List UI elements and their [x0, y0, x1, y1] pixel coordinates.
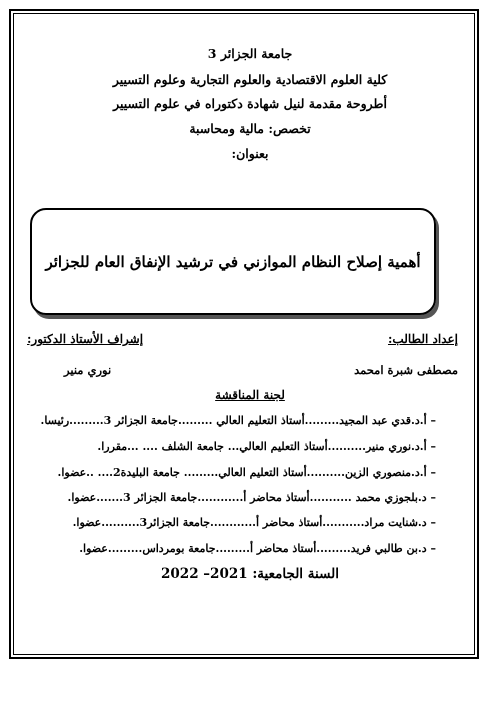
supervisor-label: إشراف الأستاذ الدكتور: [27, 332, 144, 346]
faculty-name: كلية العلوم الاقتصادية والعلوم التجارية وعلوم التسيير [112, 72, 388, 87]
student-label: إعداد الطالب: [387, 332, 458, 346]
committee-member: – د.بن طالبي فريد.........أستاذ محاضر أ.........جامعة بومرداس.........عضوا. [79, 542, 436, 555]
university-name: جامعة الجزائر 3 [207, 46, 293, 61]
committee-member: – د.شنايت مراد...........أستاذ محاضر أ............جامعة الجزائر3..........عضوا. [72, 516, 436, 529]
committee-member: – أ.د.قدي عبد المجيد.........أستاذ التعليم العالي .........جامعة الجزائر 3.........رئيسا. [40, 414, 436, 427]
thesis-title-box [30, 208, 436, 315]
title-label: بعنوان: [231, 146, 269, 161]
supervisor-name: نوري منير [64, 363, 112, 377]
committee-member: – أ.د.نوري منير..........أستاذ التعليم العالي... جامعة الشلف .... ...مقررا. [97, 440, 436, 453]
committee-member: – أ.د.منصوري الزين..........أستاذ التعليم العالي......... جامعة البليدة2.... ..عضوا. [57, 466, 436, 479]
committee-heading: لجنة المناقشة [215, 388, 285, 402]
thesis-type: أطروحة مقدمة لنيل شهادة دكتوراه في علوم التسيير [113, 96, 387, 111]
specialty: تخصص: مالية ومحاسبة [189, 121, 311, 136]
committee-member: – د.بلجوزي محمد ...........أستاذ محاضر أ............جامعة الجزائر 3.......عضوا. [67, 491, 436, 504]
thesis-title: أهمية إصلاح النظام الموازني في ترشيد الإنفاق العام للجزائر [45, 252, 421, 271]
academic-year: السنة الجامعية: 2021– 2022 [161, 566, 339, 582]
student-name: مصطفى شبرة امحمد [354, 363, 458, 377]
